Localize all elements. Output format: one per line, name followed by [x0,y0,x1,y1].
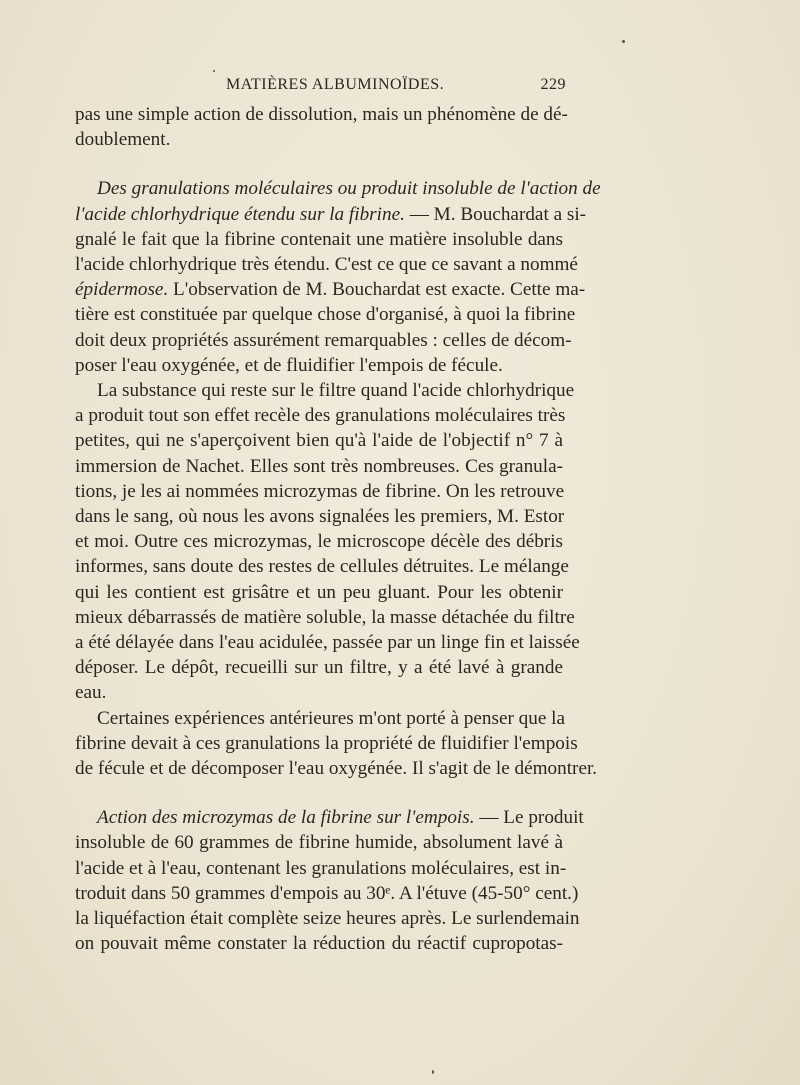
text-line: tions, je les ai nommées microzymas de fibrine. On les retrouve [75,480,565,502]
page-header [226,76,566,100]
text-line: petites, qui ne s'aperçoivent bien qu'à l'aide de l'objectif n° 7 à [75,430,563,452]
text-line: l'acide et à l'eau, contenant les granulations moléculaires, est in- [75,857,567,879]
text-line: gnalé le fait que la fibrine contenait une matière insoluble dans [75,228,563,250]
section-heading: Des granulations moléculaires ou produit insoluble de l'action de [97,178,601,200]
text-line: pas une simple action de dissolution, mais un phénomène de dé- [75,104,568,125]
text-line: dans le sang, où nous les avons signalées les premiers, M. Estor [75,506,565,528]
text-line: et moi. Outre ces microzymas, le microscope décèle des débris [75,531,563,553]
text-line: fibrine devait à ces granulations la propriété de fluidifier l'empois [75,732,578,754]
paper-speck [432,1070,434,1074]
running-head: MATIÈRES ALBUMINOÏDES. [226,76,445,93]
text-line: La substance qui reste sur le filtre quand l'acide chlorhydrique [97,380,575,402]
text-line: troduit dans 50 grammes d'empois au 30ᵉ. A l'étuve (45-50° cent.) [75,882,579,904]
text-line: a produit tout son effet recèle des granulations moléculaires très [75,405,566,427]
text-line [75,202,587,227]
text-span: L'observation de M. Bouchardat est exacte. Cette ma- [168,279,586,301]
text-line [75,805,584,830]
text-line: l'acide chlorhydrique très étendu. C'est ce que ce savant a nommé [75,254,578,276]
text-line: eau. [75,682,107,704]
italic-term: épidermose. [75,279,169,301]
section-heading-cont: l'acide chlorhydrique étendu sur la fibrine. [75,203,405,225]
section-heading: Action des microzymas de la fibrine sur l'empois. [97,807,475,829]
text-line: informes, sans doute des restes de cellules détruites. Le mélange [75,556,569,578]
text-line: doit deux propriétés assurément remarquables : celles de décom- [75,329,572,351]
body-text [75,102,601,957]
text-line: qui les contient est grisâtre et un peu gluant. Pour les obtenir [75,581,563,603]
text-span: — M. Bouchardat a si- [404,203,587,225]
text-span: — Le produit [474,807,584,829]
paragraph-gap [75,152,563,176]
page-number: 229 [540,76,566,93]
text-line: mieux débarrassés de matière soluble, la masse détachée du filtre [75,606,575,628]
text-line: tière est constituée par quelque chose d'organisé, à quoi la fibrine [75,304,576,326]
text-line: immersion de Nachet. Elles sont très nombreuses. Ces granula- [75,455,563,477]
section-heading-line [75,176,601,201]
text-line: déposer. Le dépôt, recueilli sur un filtre, y a été lavé à grande [75,657,563,679]
text-line: a été délayée dans l'eau acidulée, passée par un linge fin et laissée [75,632,580,654]
text-line: poser l'eau oxygénée, et de fluidifier l'empois de fécule. [75,354,503,376]
text-line [75,277,586,302]
text-line: on pouvait même constater la réduction du réactif cupropotas- [75,933,563,955]
text-line: doublement. [75,129,171,151]
paper-speck [213,70,215,72]
text-line: insoluble de 60 grammes de fibrine humide, absolument lavé à [75,832,563,854]
text-line: Certaines expériences antérieures m'ont porté à penser que la [97,707,566,729]
paragraph-gap [75,781,563,805]
text-line: la liquéfaction était complète seize heures après. Le surlendemain [75,908,580,930]
text-line: de fécule et de décomposer l'eau oxygénée. Il s'agit de le démontrer. [75,758,598,780]
paper-speck [622,40,625,43]
